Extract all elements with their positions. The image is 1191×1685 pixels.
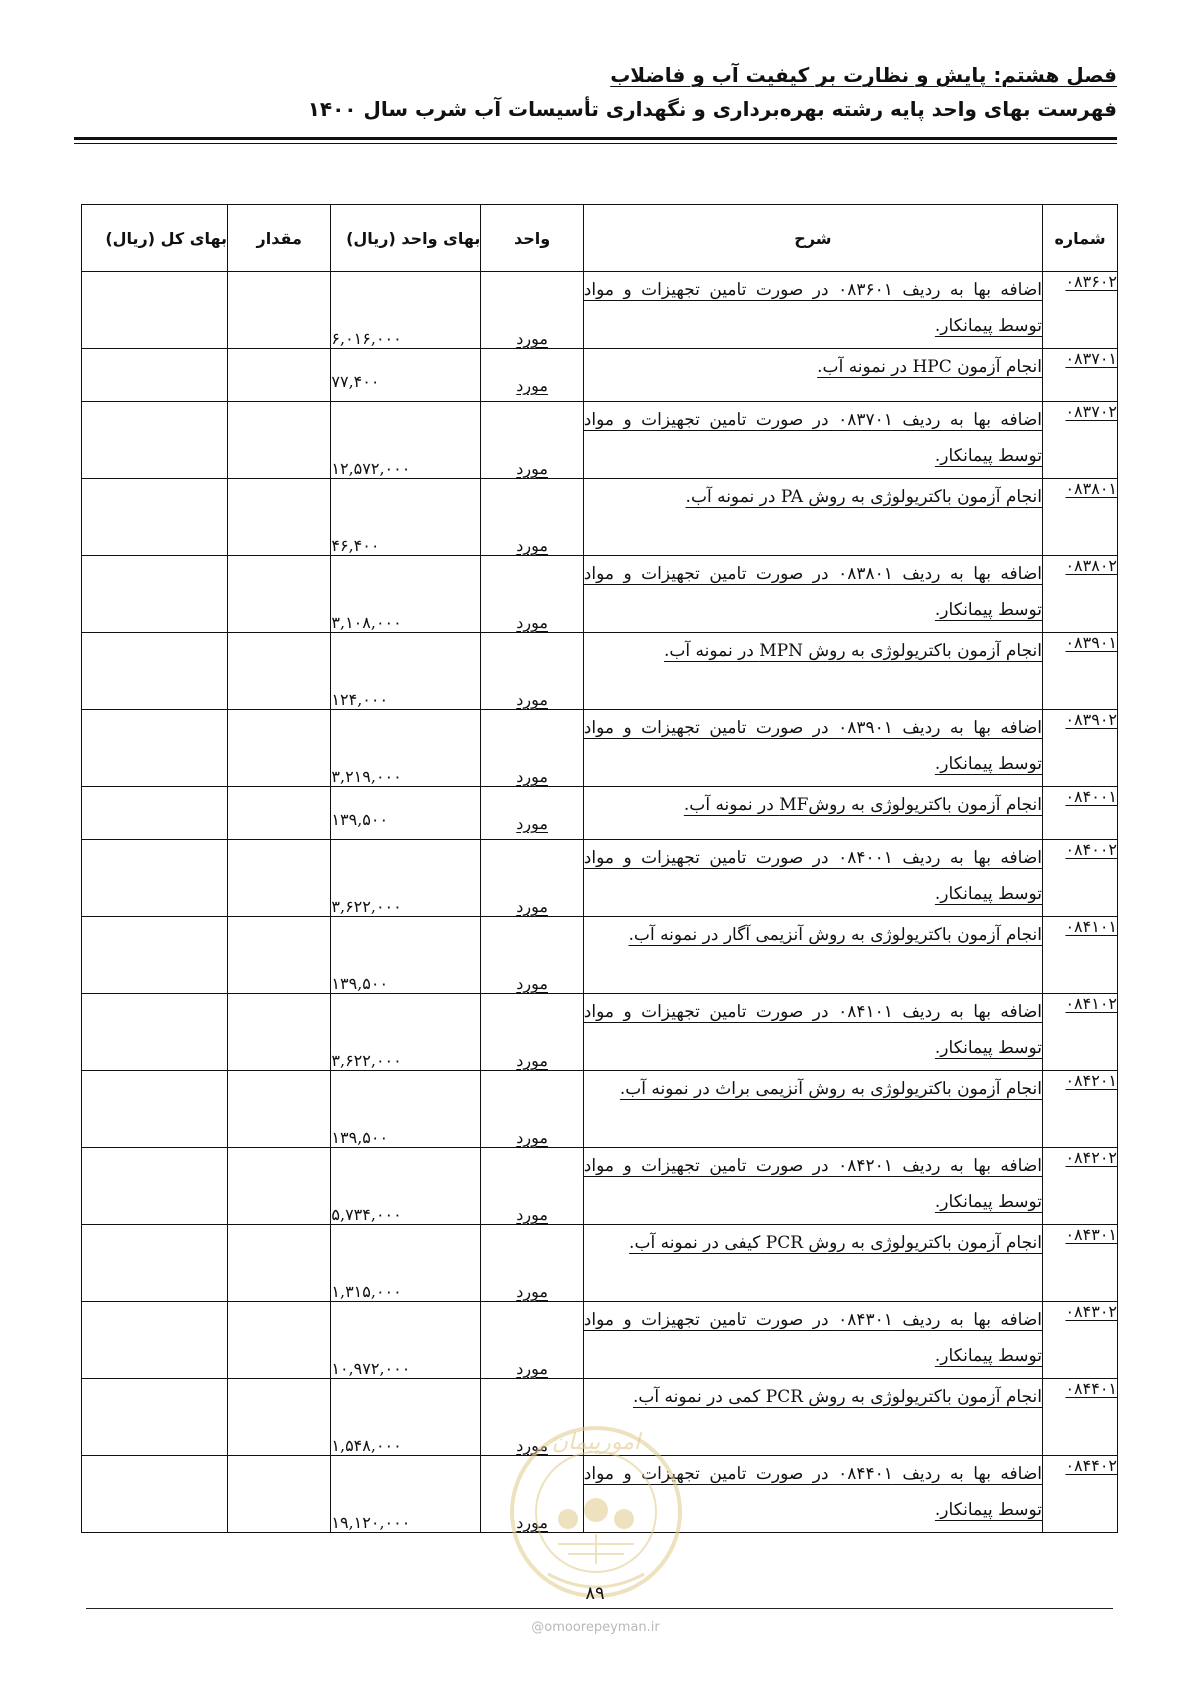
- row-unit-price: ۱۰,۹۷۲,۰۰۰: [331, 1302, 481, 1379]
- row-description: [583, 994, 1042, 1071]
- row-unit: [481, 917, 583, 994]
- row-code: [1043, 1456, 1118, 1533]
- row-unit-text: مورد: [516, 613, 548, 632]
- row-description-text: اضافه بها به ردیف ۰۸۳۷۰۱ در صورت تامین تجهیزات و مواد توسط پیمانکار.: [583, 410, 1042, 466]
- row-description: [583, 402, 1042, 479]
- row-unit: [481, 633, 583, 710]
- row-code-text: ۰۸۴۲۰۱: [1065, 1071, 1117, 1090]
- row-description-text: اضافه بها به ردیف ۰۸۴۰۰۱ در صورت تامین تجهیزات و مواد توسط پیمانکار.: [583, 848, 1042, 904]
- footer-rule: [86, 1608, 1113, 1609]
- row-description: [583, 633, 1042, 710]
- row-description-text: اضافه بها به ردیف ۰۸۳۹۰۱ در صورت تامین تجهیزات و مواد توسط پیمانکار.: [583, 718, 1042, 774]
- row-description: [583, 556, 1042, 633]
- row-unit-text: مورد: [516, 974, 548, 993]
- row-unit: [481, 787, 583, 840]
- row-unit-text: مورد: [516, 814, 548, 833]
- row-code-text: ۰۸۳۹۰۱: [1065, 633, 1117, 652]
- row-code-text: ۰۸۴۴۰۱: [1065, 1379, 1117, 1398]
- table-row: [82, 272, 1118, 349]
- row-code-text: ۰۸۴۴۰۲: [1065, 1456, 1117, 1475]
- row-code-text: ۰۸۳۷۰۲: [1065, 402, 1117, 421]
- row-code: [1043, 633, 1118, 710]
- row-code: [1043, 479, 1118, 556]
- row-total-price: [82, 917, 228, 994]
- chapter-title: فصل هشتم: پایش و نظارت بر کیفیت آب و فاضلاب: [610, 63, 1117, 87]
- row-code: [1043, 556, 1118, 633]
- row-quantity: [228, 349, 331, 402]
- row-total-price: [82, 710, 228, 787]
- row-unit-price: ۳,۶۲۲,۰۰۰: [331, 840, 481, 917]
- row-code-text: ۰۸۴۰۰۱: [1065, 787, 1117, 806]
- row-code-text: ۰۸۴۰۰۲: [1065, 840, 1117, 859]
- row-quantity: [228, 1379, 331, 1456]
- website-watermark: @omoorepeyman.ir: [531, 1620, 660, 1635]
- row-quantity: [228, 402, 331, 479]
- row-unit-text: مورد: [516, 459, 548, 478]
- row-code: [1043, 710, 1118, 787]
- row-quantity: [228, 917, 331, 994]
- row-description-text: انجام آزمون باکتریولوژی به روش آنزیمی براث در نمونه آب.: [619, 1079, 1042, 1099]
- table-row: [82, 1071, 1118, 1148]
- table-row: [82, 349, 1118, 402]
- table-row: [82, 787, 1118, 840]
- row-unit: [481, 1225, 583, 1302]
- watermark-gear-icon: [558, 1509, 578, 1529]
- row-unit-price: ۳,۱۰۸,۰۰۰: [331, 556, 481, 633]
- row-description: [583, 917, 1042, 994]
- col-header-description: شرح: [583, 205, 1042, 272]
- row-code: [1043, 1379, 1118, 1456]
- row-description-text: انجام آزمون باکتریولوژی به روشMF در نمونه آب.: [683, 795, 1042, 815]
- row-quantity: [228, 994, 331, 1071]
- row-unit-text: مورد: [516, 897, 548, 916]
- row-description: [583, 1302, 1042, 1379]
- watermark-grid-icon: [558, 1534, 634, 1564]
- row-total-price: [82, 272, 228, 349]
- row-unit: [481, 556, 583, 633]
- row-unit-text: مورد: [516, 1436, 548, 1455]
- col-header-unit: واحد: [481, 205, 583, 272]
- row-description: [583, 479, 1042, 556]
- document-title: فهرست بهای واحد پایه رشته بهره‌برداری و نگهداری تأسیسات آب شرب سال ۱۴۰۰: [307, 97, 1117, 121]
- header-rule-thick: [74, 137, 1117, 140]
- page-header: [74, 58, 1117, 126]
- row-unit-text: مورد: [516, 536, 548, 555]
- row-description: [583, 349, 1042, 402]
- table-row: [82, 917, 1118, 994]
- row-unit: [481, 710, 583, 787]
- row-quantity: [228, 840, 331, 917]
- table-row: [82, 1225, 1118, 1302]
- row-code-text: ۰۸۴۱۰۲: [1065, 994, 1117, 1013]
- row-code: [1043, 994, 1118, 1071]
- row-unit-text: مورد: [516, 1282, 548, 1301]
- row-unit-text: مورد: [516, 1205, 548, 1224]
- watermark-text: امورپیمان: [551, 1430, 641, 1455]
- row-unit: [481, 1071, 583, 1148]
- row-description-text: انجام آزمون باکتریولوژی به روش آنزیمی آگار در نمونه آب.: [628, 925, 1042, 945]
- row-code-text: ۰۸۴۳۰۲: [1065, 1302, 1117, 1321]
- row-unit-price: ۱,۳۱۵,۰۰۰: [331, 1225, 481, 1302]
- row-description: [583, 710, 1042, 787]
- row-description-text: اضافه بها به ردیف ۰۸۳۸۰۱ در صورت تامین تجهیزات و مواد توسط پیمانکار.: [583, 564, 1042, 620]
- row-total-price: [82, 349, 228, 402]
- row-description-text: انجام آزمون HPC در نمونه آب.: [817, 357, 1042, 377]
- row-unit-price: ۳,۶۲۲,۰۰۰: [331, 994, 481, 1071]
- table-row: [82, 1148, 1118, 1225]
- row-code: [1043, 402, 1118, 479]
- row-description-text: اضافه بها به ردیف ۰۸۴۴۰۱ در صورت تامین تجهیزات و مواد توسط پیمانکار.: [583, 1464, 1042, 1520]
- row-unit: [481, 840, 583, 917]
- table-row: [82, 556, 1118, 633]
- row-unit-price: ۱۲۴,۰۰۰: [331, 633, 481, 710]
- row-description-text: اضافه بها به ردیف ۰۸۴۳۰۱ در صورت تامین تجهیزات و مواد توسط پیمانکار.: [583, 1310, 1042, 1366]
- col-header-total-price: بهای کل (ریال): [82, 205, 228, 272]
- col-header-unit-price: بهای واحد (ریال): [331, 205, 481, 272]
- row-description: [583, 1071, 1042, 1148]
- row-code: [1043, 272, 1118, 349]
- row-unit-price: ۳,۲۱۹,۰۰۰: [331, 710, 481, 787]
- row-code: [1043, 840, 1118, 917]
- page-number: ۸۹: [585, 1583, 605, 1604]
- row-unit-text: مورد: [516, 690, 548, 709]
- row-code-text: ۰۸۳۸۰۲: [1065, 556, 1117, 575]
- row-description-text: اضافه بها به ردیف ۰۸۴۱۰۱ در صورت تامین تجهیزات و مواد توسط پیمانکار.: [583, 1002, 1042, 1058]
- row-code: [1043, 1302, 1118, 1379]
- row-quantity: [228, 710, 331, 787]
- table-row: [82, 710, 1118, 787]
- row-unit-price: ۱۳۹,۵۰۰: [331, 787, 481, 840]
- row-quantity: [228, 1456, 331, 1533]
- table-row: [82, 840, 1118, 917]
- row-quantity: [228, 787, 331, 840]
- row-quantity: [228, 633, 331, 710]
- row-unit-price: ۴۶,۴۰۰: [331, 479, 481, 556]
- row-total-price: [82, 1379, 228, 1456]
- row-code-text: ۰۸۴۲۰۲: [1065, 1148, 1117, 1167]
- row-unit-text: مورد: [516, 1513, 548, 1532]
- row-code: [1043, 917, 1118, 994]
- col-header-quantity: مقدار: [228, 205, 331, 272]
- watermark-globe-icon: [614, 1509, 634, 1529]
- row-total-price: [82, 1071, 228, 1148]
- row-code-text: ۰۸۳۸۰۱: [1065, 479, 1117, 498]
- row-unit-text: مورد: [516, 329, 548, 348]
- row-description: [583, 272, 1042, 349]
- row-unit-text: مورد: [516, 376, 548, 395]
- row-unit: [481, 272, 583, 349]
- row-total-price: [82, 1456, 228, 1533]
- row-total-price: [82, 1225, 228, 1302]
- row-quantity: [228, 1148, 331, 1225]
- row-code-text: ۰۸۳۹۰۲: [1065, 710, 1117, 729]
- row-unit-text: مورد: [516, 1128, 548, 1147]
- row-code: [1043, 1071, 1118, 1148]
- row-code: [1043, 787, 1118, 840]
- row-total-price: [82, 1302, 228, 1379]
- row-code: [1043, 1148, 1118, 1225]
- row-total-price: [82, 402, 228, 479]
- row-code: [1043, 349, 1118, 402]
- table-row: [82, 1302, 1118, 1379]
- row-unit: [481, 402, 583, 479]
- row-total-price: [82, 787, 228, 840]
- row-unit: [481, 994, 583, 1071]
- price-list-table: [81, 204, 1118, 1533]
- row-quantity: [228, 1302, 331, 1379]
- row-total-price: [82, 1148, 228, 1225]
- row-code-text: ۰۸۴۱۰۱: [1065, 917, 1117, 936]
- row-unit-text: مورد: [516, 767, 548, 786]
- row-unit-price: ۵,۷۳۴,۰۰۰: [331, 1148, 481, 1225]
- row-code: [1043, 1225, 1118, 1302]
- row-unit-price: ۷۷,۴۰۰: [331, 349, 481, 402]
- row-description-text: انجام آزمون باکتریولوژی به روش PCR کمی در نمونه آب.: [632, 1387, 1042, 1407]
- row-quantity: [228, 1225, 331, 1302]
- row-description: [583, 1148, 1042, 1225]
- table-row: [82, 633, 1118, 710]
- table-row: [82, 994, 1118, 1071]
- row-description-text: اضافه بها به ردیف ۰۸۴۲۰۱ در صورت تامین تجهیزات و مواد توسط پیمانکار.: [583, 1156, 1042, 1212]
- row-description-text: اضافه بها به ردیف ۰۸۳۶۰۱ در صورت تامین تجهیزات و مواد توسط پیمانکار.: [583, 280, 1042, 336]
- row-quantity: [228, 479, 331, 556]
- row-description: [583, 787, 1042, 840]
- row-total-price: [82, 633, 228, 710]
- row-total-price: [82, 479, 228, 556]
- row-total-price: [82, 556, 228, 633]
- col-header-code: شماره: [1043, 205, 1118, 272]
- row-unit: [481, 349, 583, 402]
- row-quantity: [228, 556, 331, 633]
- row-code-text: ۰۸۳۶۰۲: [1065, 272, 1117, 291]
- row-unit: [481, 1148, 583, 1225]
- table-row: [82, 402, 1118, 479]
- row-unit: [481, 1302, 583, 1379]
- row-unit-price: ۱۲,۵۷۲,۰۰۰: [331, 402, 481, 479]
- row-description-text: انجام آزمون باکتریولوژی به روش MPN در نمونه آب.: [663, 641, 1042, 661]
- row-total-price: [82, 994, 228, 1071]
- row-code-text: ۰۸۳۷۰۱: [1065, 349, 1117, 368]
- table-header-row: [82, 205, 1118, 272]
- row-description: [583, 840, 1042, 917]
- row-quantity: [228, 1071, 331, 1148]
- row-code-text: ۰۸۴۳۰۱: [1065, 1225, 1117, 1244]
- row-quantity: [228, 272, 331, 349]
- row-unit-price: ۱۳۹,۵۰۰: [331, 917, 481, 994]
- row-unit-price: ۶,۰۱۶,۰۰۰: [331, 272, 481, 349]
- row-total-price: [82, 840, 228, 917]
- row-unit-price: ۱۳۹,۵۰۰: [331, 1071, 481, 1148]
- row-unit-price: ۱۹,۱۲۰,۰۰۰: [331, 1456, 481, 1533]
- watermark-person-icon: [584, 1498, 608, 1522]
- row-unit-price: ۱,۵۴۸,۰۰۰: [331, 1379, 481, 1456]
- row-description-text: انجام آزمون باکتریولوژی به روش PCR کیفی در نمونه آب.: [629, 1233, 1042, 1253]
- table-body: [82, 272, 1118, 1533]
- row-unit-text: مورد: [516, 1359, 548, 1378]
- row-description: [583, 1225, 1042, 1302]
- header-rule-thin: [74, 143, 1117, 144]
- row-description-text: انجام آزمون باکتریولوژی به روش PA در نمونه آب.: [685, 487, 1042, 507]
- row-unit-text: مورد: [516, 1051, 548, 1070]
- table-row: [82, 479, 1118, 556]
- row-unit: [481, 479, 583, 556]
